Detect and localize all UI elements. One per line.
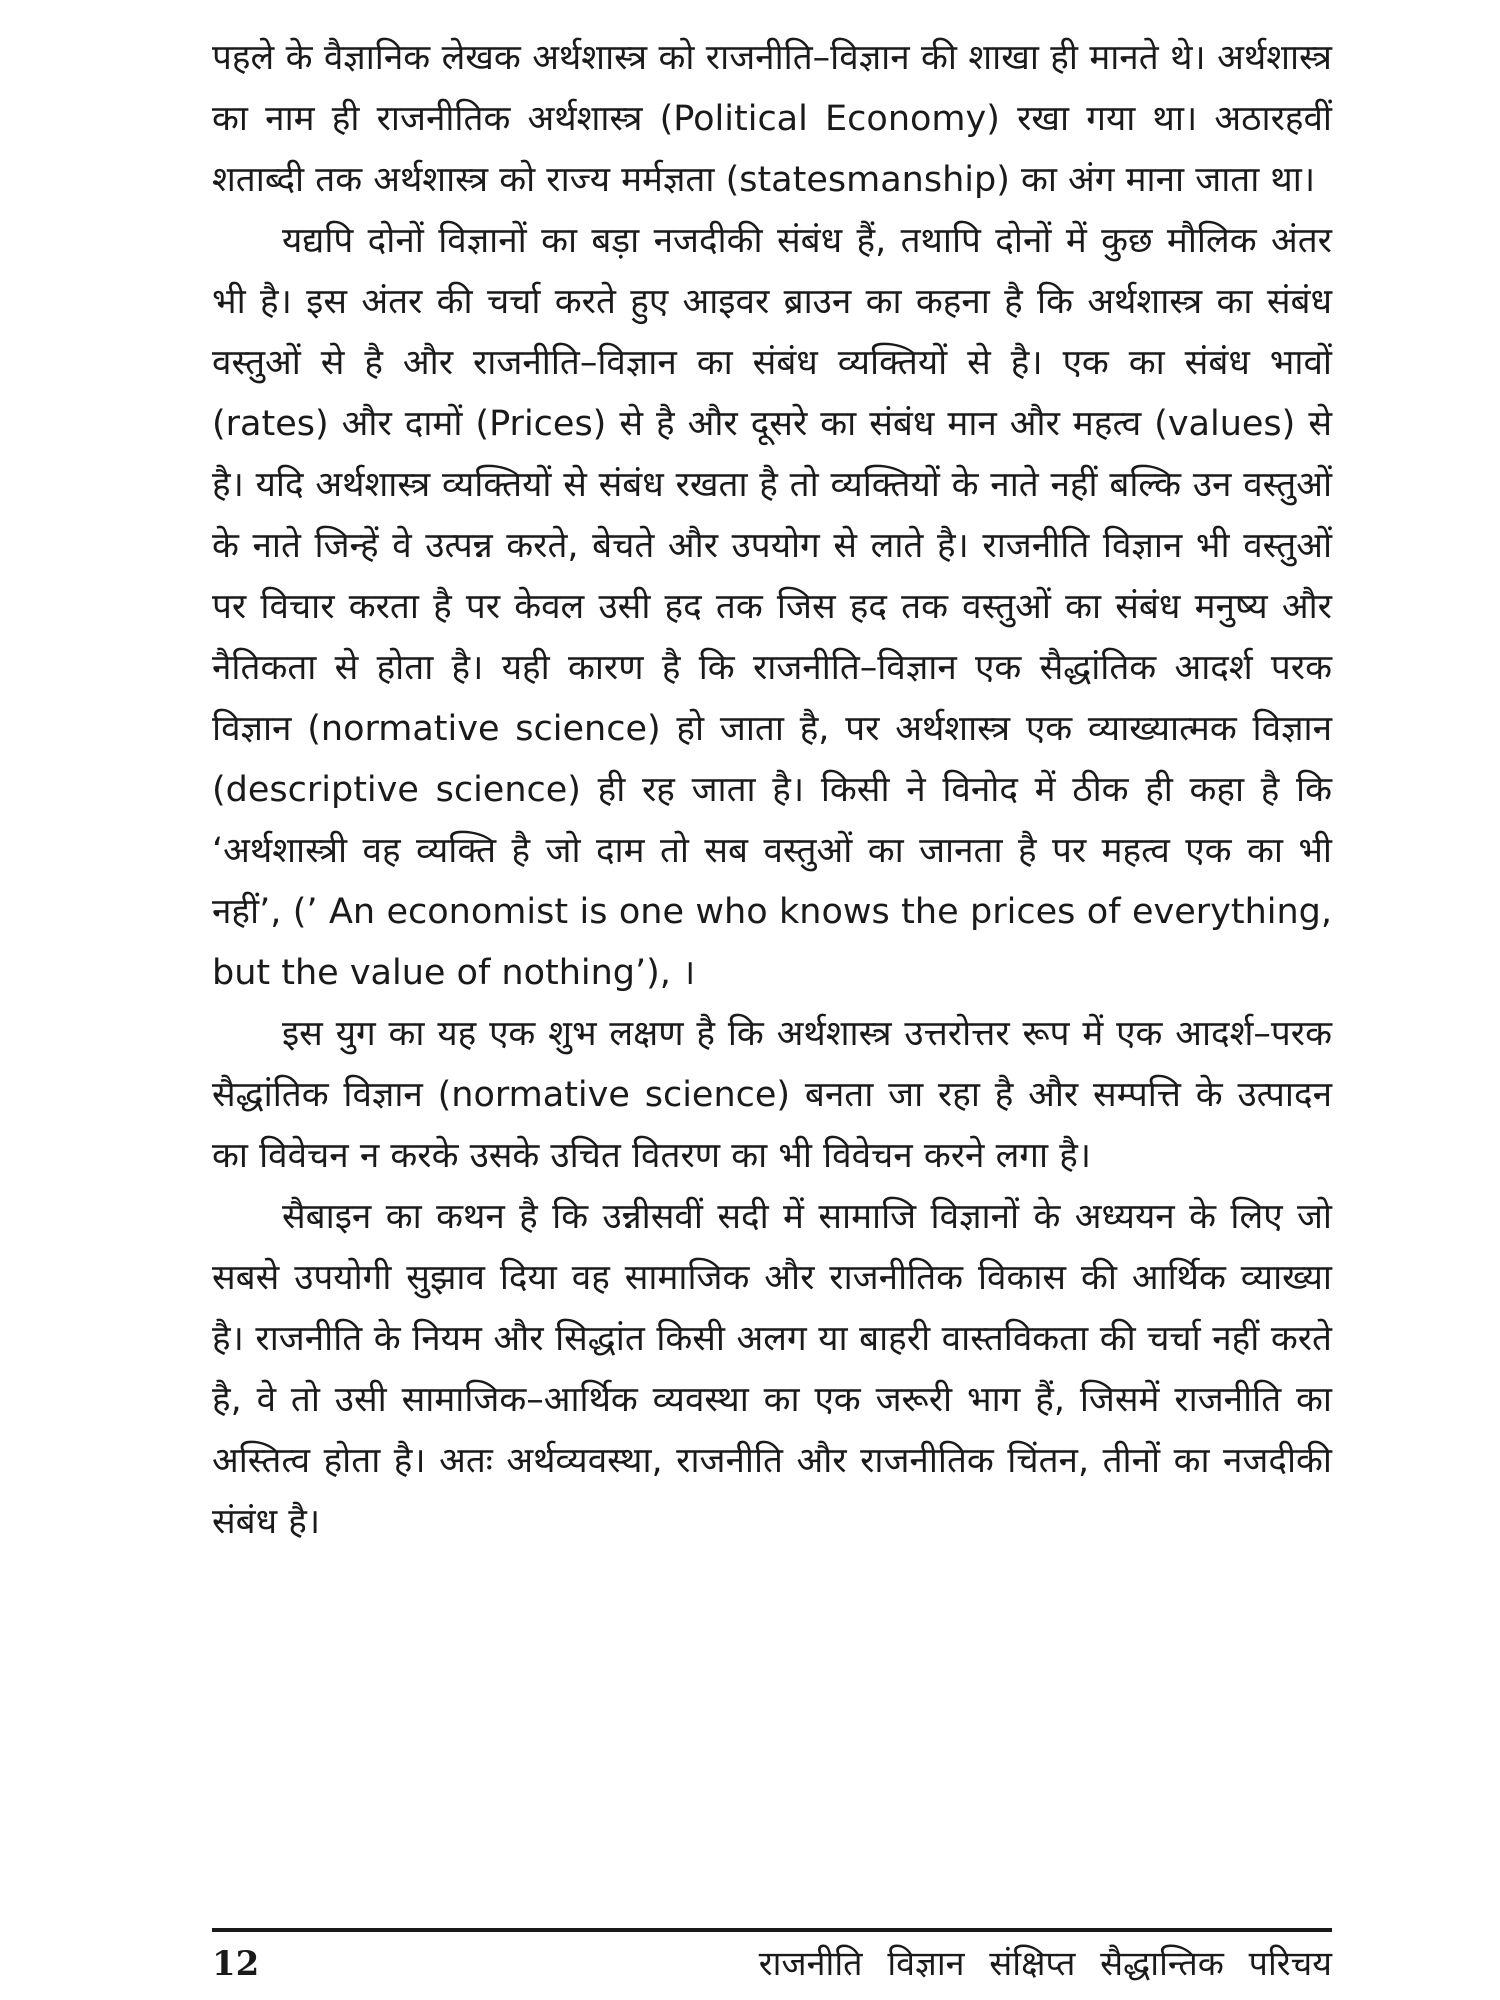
running-title: राजनीति विज्ञान संक्षिप्त सैद्धान्तिक परिचय bbox=[758, 1944, 1332, 1984]
footer-rule bbox=[212, 1928, 1332, 1932]
page-number: 12 bbox=[212, 1944, 260, 1984]
paragraph-2: यद्यपि दोनों विज्ञानों का बड़ा नजदीकी संबंध हैं, तथापि दोनों में कुछ मौलिक अंतर भी है। इस अंतर की चर्चा करते हुए आइवर ब्राउन का कहना है कि अर्थशास्त्र का संबंध वस्तुओं से है और राजनीति–विज्ञान का संबंध व्यक्तियों से है। एक का संबंध भावों (rates) और दामों (Prices) से है और दूसरे का संबंध मान और महत्व (values) से है। यदि अर्थशास्त्र व्यक्तियों से संबंध रखता है तो व्यक्तियों के नाते नहीं बल्कि उन वस्तुओं के नाते जिन्हें वे उत्पन्न करते, बेचते और उपयोग से लाते है। राजनीति विज्ञान भी वस्तुओं पर विचार करता है पर केवल उसी हद तक जिस हद तक वस्तुओं का संबंध मनुष्य और नैतिकता से होता है। यही कारण है कि राजनीति–विज्ञान एक सैद्धांतिक आदर्श परक विज्ञान (normative science) हो जाता है, पर अर्थशास्त्र एक व्याख्यात्मक विज्ञान (descriptive science) ही रह जाता है। किसी ने विनोद में ठीक ही कहा है कि ‘अर्थशास्त्री वह व्यक्ति है जो दाम तो सब वस्तुओं का जानता है पर महत्व एक का भी नहीं’, (’ An economist is one who knows the prices of everything, but the value of nothing’), । bbox=[212, 221, 1332, 993]
paragraph-4: सैबाइन का कथन है कि उन्नीसवीं सदी में सामाजि विज्ञानों के अध्ययन के लिए जो सबसे उपयोगी सुझाव दिया वह सामाजिक और राजनीतिक विकास की आर्थिक व्याख्या है। राजनीति के नियम और सिद्धांत किसी अलग या बाहरी वास्तविकता की चर्चा नहीं करते है, वे तो उसी सामाजिक–आर्थिक व्यवस्था का एक जरूरी भाग हैं, जिसमें राजनीति का अस्तित्व होता है। अतः अर्थव्यवस्था, राजनीति और राजनीतिक चिंतन, तीनों का नजदीकी संबंध है। bbox=[212, 1197, 1332, 1542]
body-text bbox=[212, 28, 1332, 1553]
paragraph-3: इस युग का यह एक शुभ लक्षण है कि अर्थशास्त्र उत्तरोत्तर रूप में एक आदर्श–परक सैद्धांतिक विज्ञान (normative science) बनता जा रहा है और सम्पत्ति के उत्पादन का विवेचन न करके उसके उचित वितरण का भी विवेचन करने लगा है। bbox=[212, 1014, 1332, 1176]
paragraph-1: पहले के वैज्ञानिक लेखक अर्थशास्त्र को राजनीति–विज्ञान की शाखा ही मानते थे। अर्थशास्त्र का नाम ही राजनीतिक अर्थशास्त्र (Political Economy) रखा गया था। अठारहवीं शताब्दी तक अर्थशास्त्र को राज्य मर्मज्ञता (statesmanship) का अंग माना जाता था। bbox=[212, 38, 1332, 200]
